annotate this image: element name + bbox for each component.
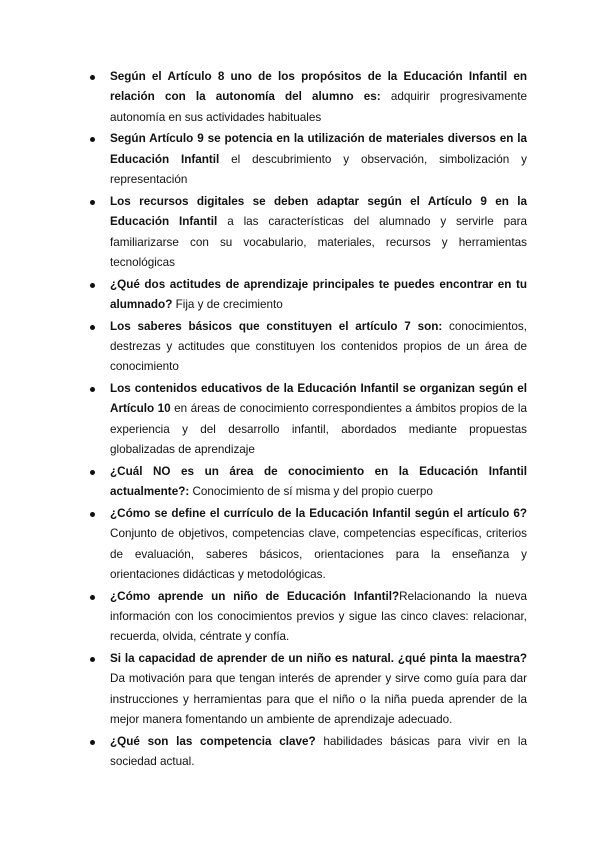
answer-text: Conocimiento de sí misma y del propio cuerpo	[192, 485, 433, 499]
bullet-icon	[90, 512, 95, 517]
bullet-icon	[90, 283, 95, 288]
list-item	[86, 192, 527, 274]
answer-text: en áreas de conocimiento correspondientes a ámbitos propios de la experiencia y del desarrollo infantil, abordados mediante propuestas globalizadas de aprendizaje	[110, 402, 528, 457]
question-text: ¿Cómo se define el currículo de la Educación Infantil según el artículo 6?	[110, 506, 527, 520]
bullet-icon	[90, 657, 95, 662]
bullet-icon	[90, 595, 95, 600]
question-list	[86, 67, 527, 774]
list-item	[86, 587, 527, 648]
question-text: Según el Artículo 8 uno de los propósitos de la Educación Infantil en relación con la autonomía del alumno es:	[110, 70, 527, 104]
list-item	[86, 67, 527, 128]
list-item	[86, 129, 527, 190]
answer-text: el descubrimiento y observación, simbolización y representación	[110, 152, 527, 187]
question-text: Los recursos digitales se deben adaptar según el Artículo 9 en la Educación Infantil	[110, 194, 527, 229]
question-text: ¿Qué son las competencia clave?	[110, 734, 316, 748]
list-item	[86, 732, 527, 773]
list-item	[86, 317, 527, 378]
question-text: Según Artículo 9 se potencia en la utilización de materiales diversos en la Educación Infantil	[110, 132, 527, 166]
question-text: Los saberes básicos que constituyen el artículo 7 son:	[110, 319, 443, 333]
bullet-icon	[90, 387, 95, 392]
answer-text: habilidades básicas para vivir en la sociedad actual.	[110, 734, 527, 769]
answer-text: Relacionando la nueva información con los conocimientos previos y sigue las cinco claves: relacionar, recuerda, olvida, céntrate y confía.	[110, 589, 527, 644]
answer-text: Da motivación para que tengan interés de aprender y sirve como guía para dar instrucciones y herramientas para que el niño o la niña pueda aprender de la mejor manera fomentando un ambiente de aprendizaje adecuado.	[110, 672, 527, 727]
bullet-icon	[90, 137, 95, 142]
list-item	[86, 649, 527, 731]
list-item	[86, 379, 527, 461]
bullet-icon	[90, 75, 95, 80]
answer-text: Fija y de crecimiento	[175, 298, 283, 312]
question-text: ¿Cómo aprende un niño de Educación Infantil?	[110, 589, 400, 603]
question-text: ¿Qué dos actitudes de aprendizaje principales te puedes encontrar en tu alumnado?	[110, 277, 527, 312]
bullet-icon	[90, 200, 95, 205]
list-item	[86, 504, 527, 586]
answer-text: a las características del alumnado y servirle para familiarizarse con su vocabulario, materiales, recursos y herramientas tecnológicas	[110, 215, 528, 270]
bullet-icon	[90, 740, 95, 745]
answer-text: adquirir progresivamente autonomía en sus actividades habituales	[110, 90, 527, 124]
question-text: ¿Cuál NO es un área de conocimiento en la Educación Infantil actualmente?:	[110, 464, 527, 499]
bullet-icon	[90, 470, 95, 475]
list-item	[86, 275, 527, 316]
question-text: Los contenidos educativos de la Educación Infantil se organizan según el Artículo 10	[110, 382, 527, 416]
answer-text: Conjunto de objetivos, competencias clave, competencias específicas, criterios de evaluación, saberes básicos, orientaciones para la enseñanza y orientaciones didácticas y metodológicas.	[110, 527, 527, 582]
list-item	[86, 462, 527, 503]
answer-text: conocimientos, destrezas y actitudes que constituyen los contenidos propios de un área de conocimiento	[110, 319, 528, 374]
question-text: Si la capacidad de aprender de un niño es natural. ¿qué pinta la maestra?	[110, 652, 527, 666]
bullet-icon	[90, 325, 95, 330]
